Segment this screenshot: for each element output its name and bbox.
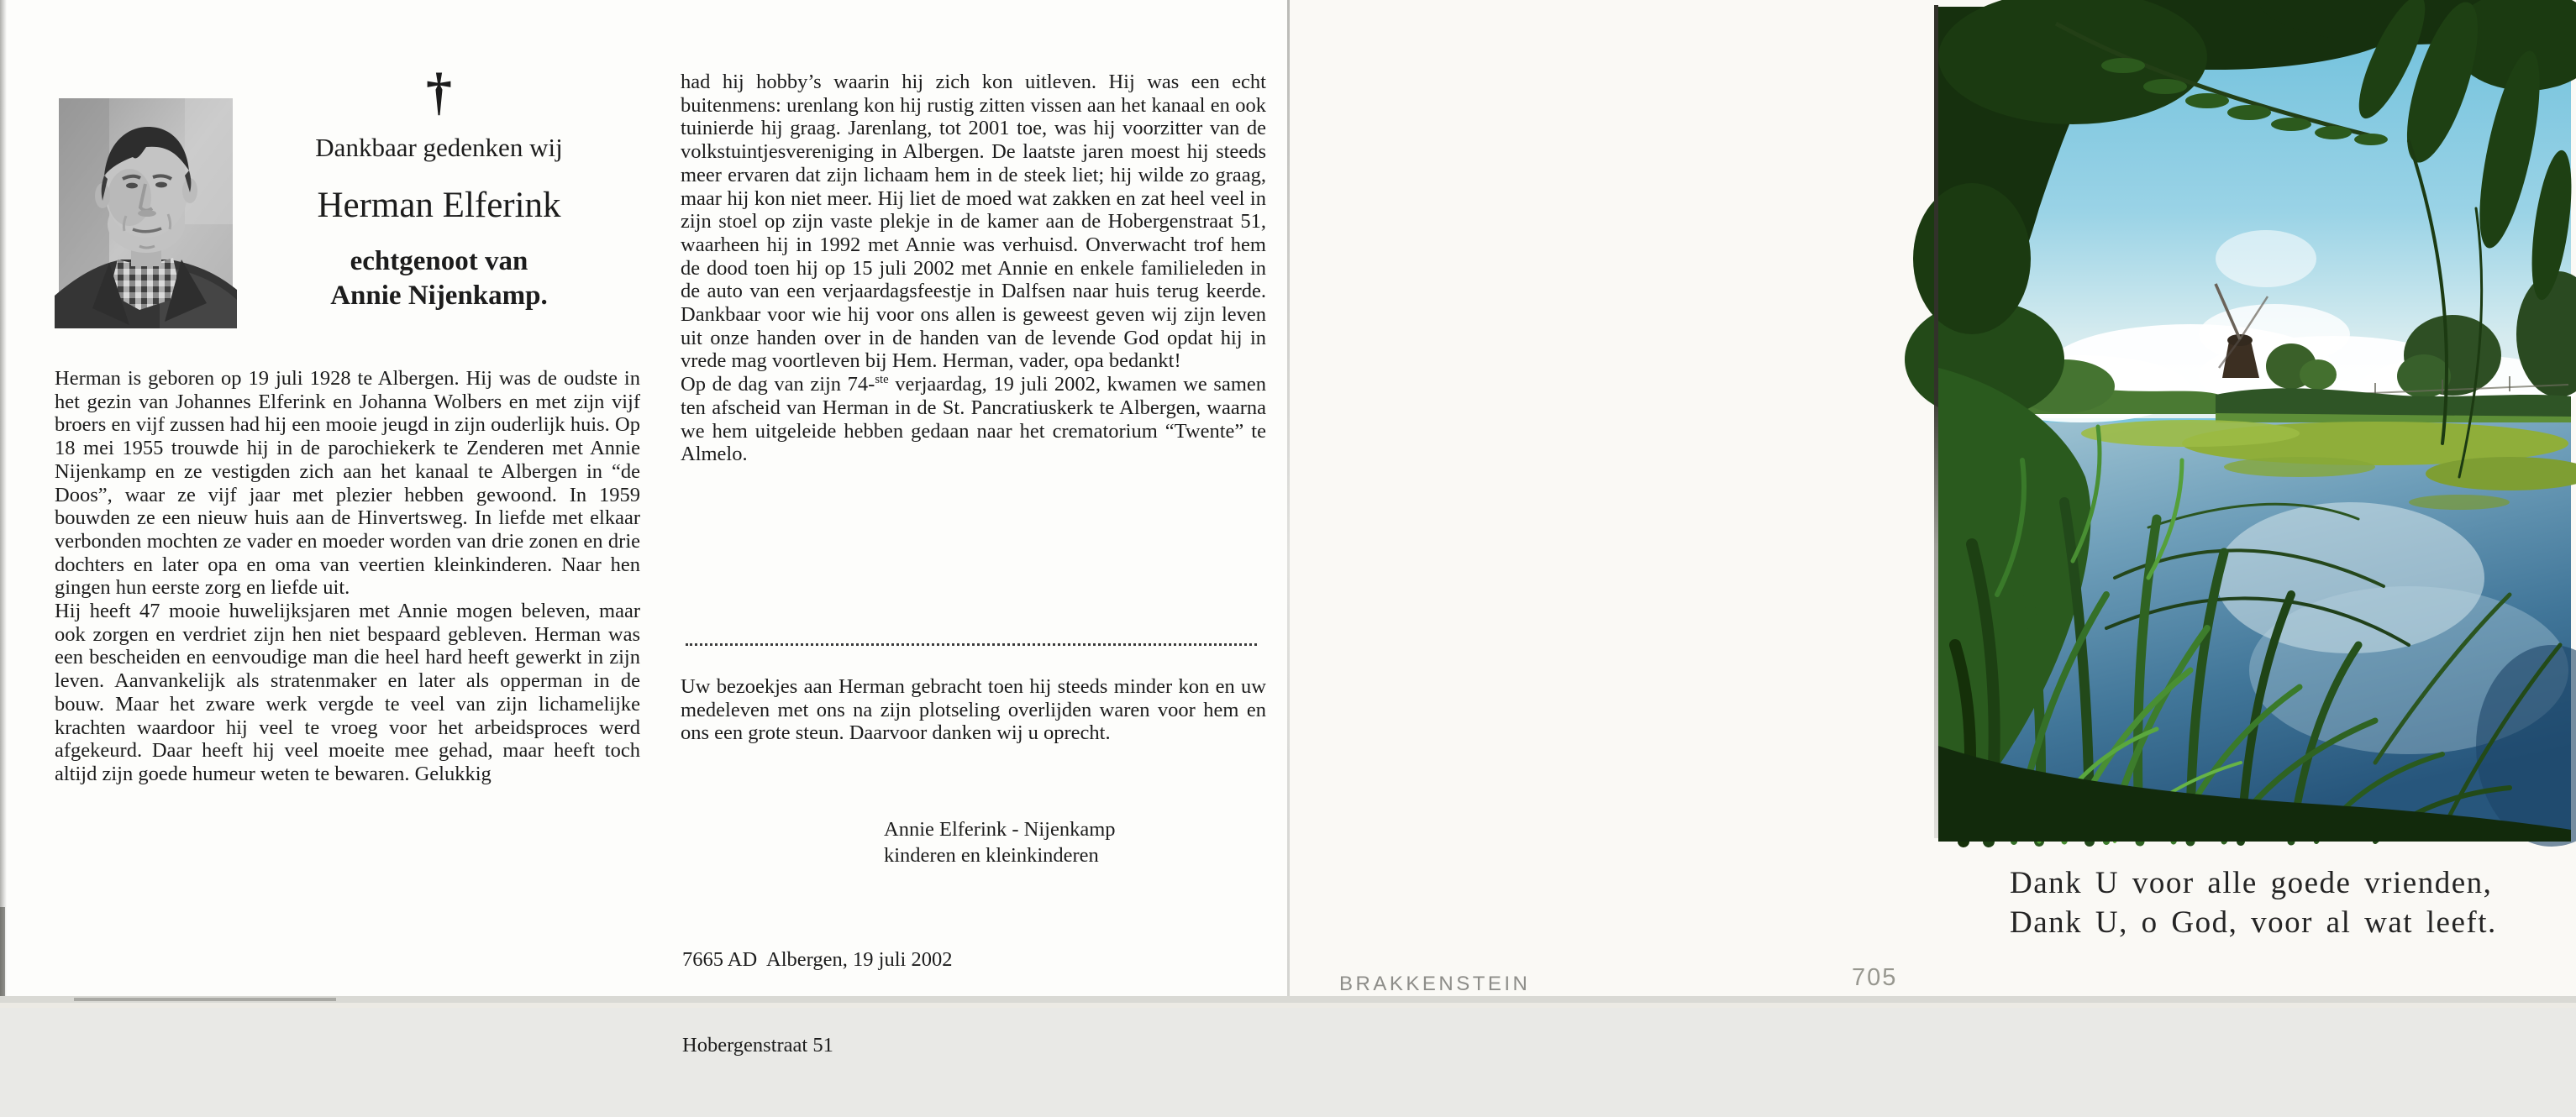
caption-line-1: Dank U voor alle goede vrienden,	[2010, 866, 2493, 900]
intro-line: Dankbaar gedenken wij	[315, 133, 563, 162]
scan-bottom-edge	[0, 996, 2576, 1008]
portrait-photo	[59, 98, 233, 328]
bio-paragraph-4: Op de dag van zijn 74-$^{ste}$ verjaardag, 19 juli 2002, kwamen we samen ten afscheid van Herman in de St. Pancratiuskerk te Albergen, waarna we hem uitgeleide hebben gedaan naar het crematorium “Twente” te Almelo.	[681, 372, 1266, 466]
ordinal-superscript: ste	[875, 372, 889, 386]
deceased-name: Herman Elferink	[317, 186, 561, 225]
bio-paragraph-3: had hij hobby’s waarin hij zich kon uitleven. Hij was een echt buitenmens: urenlang kon hij rustig zitten vissen aan het kanaal en ook tuinierde hij graag. Jarenlang, tot 2001 toe, was hij voorzitter van de volkstuintjesvereniging in Albergen. De laatste jaren moest hij steeds meer ervaren dat zijn lichaam hem in de steek liet; hij wilde zo graag, maar hij kon niet meer. Hij liet de moed wat zakken en zat heel veel in zijn stoel op zijn vaste plekje in de kamer aan de Hobergenstraat 51, waarheen hij in 1992 met Annie was verhuisd. Onverwacht trof hem de dood toen hij op 15 juli 2002 met Annie en enkele familieleden in de auto van een verjaardagsfeestje in Dalfsen naar huis terug keerde. Dankbaar voor wie hij voor ons allen is geweest geven wij zijn leven uit onze handen over in de handen van de levende God opdat hij in vrede mag voortleven bij Hem. Herman, vader, opa bedankt!	[681, 71, 1266, 373]
address-line-2: Hobergenstraat 51	[682, 1034, 833, 1057]
scan-left-edge-shadow	[0, 907, 5, 1008]
signature-block	[884, 816, 1116, 868]
address-line-1: 7665 AD Albergen, 19 juli 2002	[682, 948, 953, 971]
publisher-name: BRAKKENSTEIN	[1339, 973, 1531, 995]
biography-column-1	[55, 367, 640, 786]
landscape-illustration	[1938, 7, 2571, 842]
dotted-divider	[686, 643, 1257, 646]
card-number: 705	[1852, 964, 1898, 991]
bio-paragraph-1: Herman is geboren op 19 juli 1928 te Albergen. Hij was de oudste in het gezin van Johannes Elferink en Johanna Wolbers en met zijn vijf broers en vijf zussen had hij een mooie jeugd in zijn ouderlijk huis. Op 18 mei 1955 trouwde hij in de parochiekerk te Zenderen met Annie Nijenkamp en ze vestigden zich aan het kanaal te Albergen in “de Doos”, waar ze vijf jaar met plezier hebben gewoond. In 1959 bouwden ze een nieuw huis aan de Hinvertsweg. In liefde met elkaar verbonden mochten ze vader en moeder worden van drie zonen en drie dochters en later opa en oma van veertien kleinkinderen. Naar hen gingen hun eerste zorg en liefde uit.	[55, 367, 640, 600]
signature-line-2: kinderen en kleinkinderen	[884, 844, 1099, 867]
memorial-header	[252, 64, 626, 312]
card-fold-line	[1287, 0, 1290, 1008]
landscape-photo	[1938, 7, 2571, 842]
scan-bottom-edge-shadow	[74, 998, 336, 1001]
photo-page-edge	[1934, 5, 1938, 838]
biography-column-2	[681, 71, 1266, 466]
caption-line-2: Dank U, o God, voor al wat leeft.	[2010, 905, 2497, 940]
relation-line-1: echtgenoot van	[350, 246, 528, 276]
signature-line-1: Annie Elferink - Nijenkamp	[884, 818, 1116, 841]
cross-icon: †	[426, 64, 452, 121]
scan-left-edge	[0, 0, 7, 1008]
relation-line-2: Annie Nijenkamp.	[330, 281, 548, 311]
photo-caption	[2010, 863, 2497, 942]
acknowledgement-paragraph: Uw bezoekjes aan Herman gebracht toen hij steeds minder kon en uw medeleven met ons na zijn plotseling overlijden waren voor hem en ons een grote steun. Daarvoor danken wij u oprecht.	[681, 675, 1266, 745]
bio-paragraph-2: Hij heeft 47 mooie huwelijksjaren met Annie mogen beleven, maar ook zorgen en verdriet zijn hen niet bespaard gebleven. Herman was een bescheiden en eenvoudige man die heel hard heeft gewerkt in zijn leven. Aanvankelijk als stratenmaker en later als opperman in de bouw. Maar het zware werk vergde te veel van zijn lichamelijke krachten waardoor hij veel te vroeg voor het arbeidsproces werd afgekeurd. Daar heeft hij veel moeite mee gehad, maar heeft toch altijd zijn goede humeur weten te bewaren. Gelukkig	[55, 600, 640, 785]
portrait-illustration	[59, 98, 233, 328]
